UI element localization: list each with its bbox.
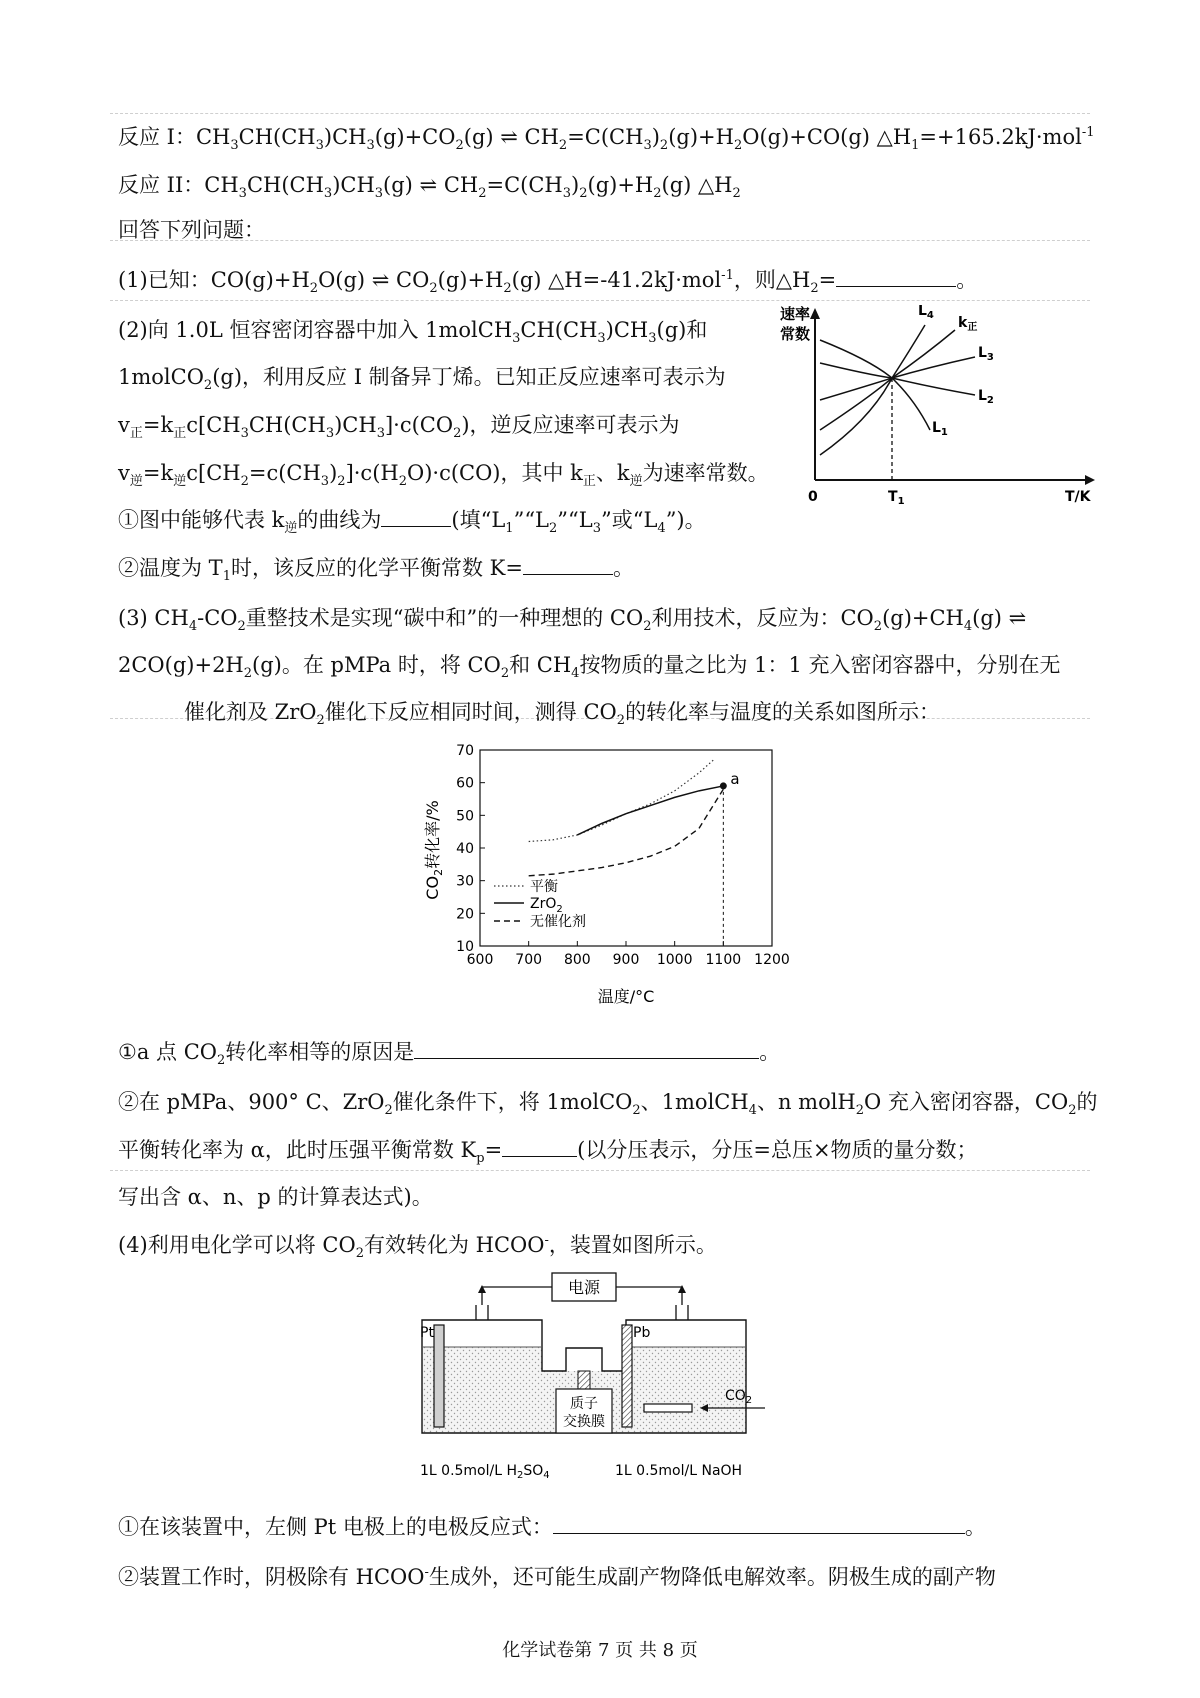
label-L3: $L_3$ bbox=[978, 345, 994, 363]
curve-L2 bbox=[820, 363, 975, 395]
question-2-line-3: $v_正=k_正c[CH_3CH(CH_3)CH_3]\cdot c(CO_2)$，逆反应速率可表示为 bbox=[118, 413, 680, 442]
question-3-line-1: (3) $CH_4-CO_2$重整技术是实现“碳中和”的一种理想的 $CO_2$利用技术，反应为：$CO_2(g)+CH_4(g)$ ⇌ bbox=[118, 606, 1027, 635]
series-line-0 bbox=[529, 760, 714, 842]
question-3-2-line-1: ②在 pMPa、900° C、ZrO$_2$催化条件下，将 1molCO$_2$、1molCH$_4$、n molH$_2$O 充入密闭容器，$CO_2$的 bbox=[118, 1090, 1098, 1119]
t1-label: $T_1$ bbox=[888, 489, 905, 505]
pb-label: Pb bbox=[633, 1325, 651, 1341]
question-3-line-3: 催化剂及 ZrO$_2$催化下反应相同时间，测得 $CO_2$的转化率与温度的关系如图所示： bbox=[184, 700, 941, 729]
question-2-line-4: $v_逆=k_逆c[CH_2=c(CH_3)_2]\cdot c(H_2O)\cdot c(CO)$，其中 $k_正$、$k_逆$为速率常数。 bbox=[118, 461, 769, 490]
pt-label: Pt bbox=[420, 1325, 434, 1341]
chart-legend bbox=[494, 879, 586, 930]
point-a-label: a bbox=[730, 769, 740, 788]
rate-constant-figure bbox=[780, 305, 1100, 505]
answer-blank[interactable] bbox=[836, 266, 956, 287]
question-1: (1)已知：$CO(g)+H_2O(g)$ ⇌ $CO_2(g)+H_2(g)$ △H=-41.2kJ·mol$^{-1}$，则$\triangle H_2=$ 。 bbox=[118, 268, 978, 297]
y-tick-label: 20 bbox=[456, 906, 474, 923]
answer-blank[interactable] bbox=[502, 1136, 577, 1157]
co2-conversion-chart bbox=[410, 740, 790, 1010]
electrolysis-apparatus bbox=[420, 1265, 800, 1490]
question-2-line-1: (2)向 1.0L 恒容密闭容器中加入 $1molCH_3CH(CH_3)CH_3(g)$和 bbox=[118, 318, 708, 347]
y-tick-label: 70 bbox=[456, 743, 474, 759]
x-tick-label: 800 bbox=[563, 952, 591, 968]
answer-blank[interactable] bbox=[414, 1038, 759, 1059]
x-tick-label: 700 bbox=[515, 952, 543, 968]
proton-exchange-membrane bbox=[578, 1371, 590, 1389]
point-a-marker bbox=[720, 782, 727, 789]
right-solution-label: 1L 0.5mol/L NaOH bbox=[615, 1463, 743, 1479]
question-3-2-line-2: 平衡转化率为 α，此时压强平衡常数 $K_p=$ (以分压表示，分压=总压×物质的量分数； bbox=[118, 1138, 978, 1167]
x-tick-label: 600 bbox=[466, 952, 494, 968]
question-4-2: ②装置工作时，阴极除有 HCOO-生成外，还可能生成副产物降低电解效率。阴极生成的副产物 bbox=[118, 1565, 996, 1589]
co2-inlet-tube bbox=[644, 1404, 692, 1412]
question-4-1: ①在该装置中，左侧 Pt 电极上的电极反应式： 。 bbox=[118, 1515, 986, 1539]
divider bbox=[110, 1170, 1090, 1171]
answer-blank[interactable] bbox=[553, 1513, 965, 1534]
arrow-up-icon bbox=[678, 1285, 686, 1293]
label-k-zheng: $k_正$ bbox=[958, 315, 978, 333]
divider bbox=[110, 113, 1090, 114]
x-tick-label: 1200 bbox=[754, 952, 790, 968]
arrow-up-icon bbox=[478, 1285, 486, 1293]
question-3-1: ①a 点 $CO_2$转化率相等的原因是 。 bbox=[118, 1040, 781, 1069]
membrane-label: 交换膜 bbox=[563, 1414, 605, 1430]
answer-intro: 回答下列问题： bbox=[118, 218, 265, 242]
pb-electrode bbox=[622, 1325, 632, 1427]
y-axis-label-1: 速率 bbox=[780, 305, 811, 323]
left-solution-label: 1L 0.5mol/L $H_2SO_4$ bbox=[420, 1463, 550, 1481]
question-3-line-2: $2CO(g)+2H_2(g)$。在 pMPa 时，将 $CO_2$和 $CH_4$按物质的量之比为 1：1 充入密闭容器中，分别在无 bbox=[118, 653, 1061, 682]
page-footer: 化学试卷第 7 页 共 8 页 bbox=[502, 1640, 698, 1661]
legend-label: ZrO$_2$ bbox=[530, 896, 563, 915]
chart-ylabel: $CO_2$转化率/% bbox=[423, 800, 445, 900]
pt-electrode bbox=[434, 1325, 444, 1427]
x-tick-label: 900 bbox=[612, 952, 640, 968]
x-tick-label: 1000 bbox=[656, 952, 693, 968]
chart-xlabel: 温度/°C bbox=[597, 987, 655, 1006]
reaction-1: 反应 I：$CH_3CH(CH_3)CH_3(g)+CO_2(g)$ ⇌ $CH_2=C(CH_3)_2(g)+H_2O(g)+CO(g)$ $\triangle H_1=+165.2kJ\cdot mol^{-1}$ bbox=[118, 125, 1095, 154]
y-tick-label: 60 bbox=[456, 775, 474, 792]
question-4: (4)利用电化学可以将 $CO_2$有效转化为 HCOO-，装置如图所示。 bbox=[118, 1233, 717, 1262]
question-2-2: ②温度为 $T_1$时，该反应的化学平衡常数 K= 。 bbox=[118, 556, 634, 585]
divider bbox=[110, 300, 1090, 301]
answer-blank[interactable] bbox=[381, 506, 451, 527]
curve-L1 bbox=[820, 340, 930, 430]
answer-blank[interactable] bbox=[523, 554, 613, 575]
y-tick-label: 10 bbox=[456, 939, 474, 955]
question-2-line-2: 1molCO$_2$(g)，利用反应 I 制备异丁烯。已知正反应速率可表示为 bbox=[118, 365, 726, 394]
curve-L3 bbox=[820, 357, 975, 400]
power-label: 电源 bbox=[567, 1278, 601, 1297]
co2-label: $CO_2$ bbox=[725, 1388, 753, 1406]
reaction-2: 反应 II：$CH_3CH(CH_3)CH_3(g)$ ⇌ $CH_2=C(CH_3)_2(g)+H_2(g)$ $\triangle H_2$ bbox=[118, 173, 741, 202]
legend-label: 无催化剂 bbox=[530, 914, 586, 930]
series-line-2 bbox=[529, 789, 724, 876]
question-2-1: ①图中能够代表 $k_逆$的曲线为 (填“$L_1”“L_2”“L_3$”或“$L_4$”)。 bbox=[118, 508, 706, 537]
x-axis-label: T/K bbox=[1065, 489, 1091, 505]
y-tick-label: 50 bbox=[456, 808, 474, 825]
curve-L4 bbox=[820, 325, 925, 455]
legend-label: 平衡 bbox=[530, 879, 558, 895]
y-tick-label: 40 bbox=[456, 841, 474, 857]
x-tick-label: 1100 bbox=[705, 952, 742, 968]
y-axis-label-2: 常数 bbox=[780, 325, 811, 343]
label-L4: $L_4$ bbox=[918, 305, 934, 321]
plot-frame bbox=[480, 750, 772, 946]
series-line-1 bbox=[577, 786, 723, 835]
question-3-2-line-3: 写出含 α、n、p 的计算表达式)。 bbox=[118, 1185, 433, 1209]
label-L2: $L_2$ bbox=[978, 388, 994, 406]
label-L1: $L_1$ bbox=[932, 420, 948, 438]
origin-label: 0 bbox=[808, 489, 818, 505]
y-tick-label: 30 bbox=[456, 873, 474, 890]
membrane-label: 质子 bbox=[570, 1396, 598, 1412]
